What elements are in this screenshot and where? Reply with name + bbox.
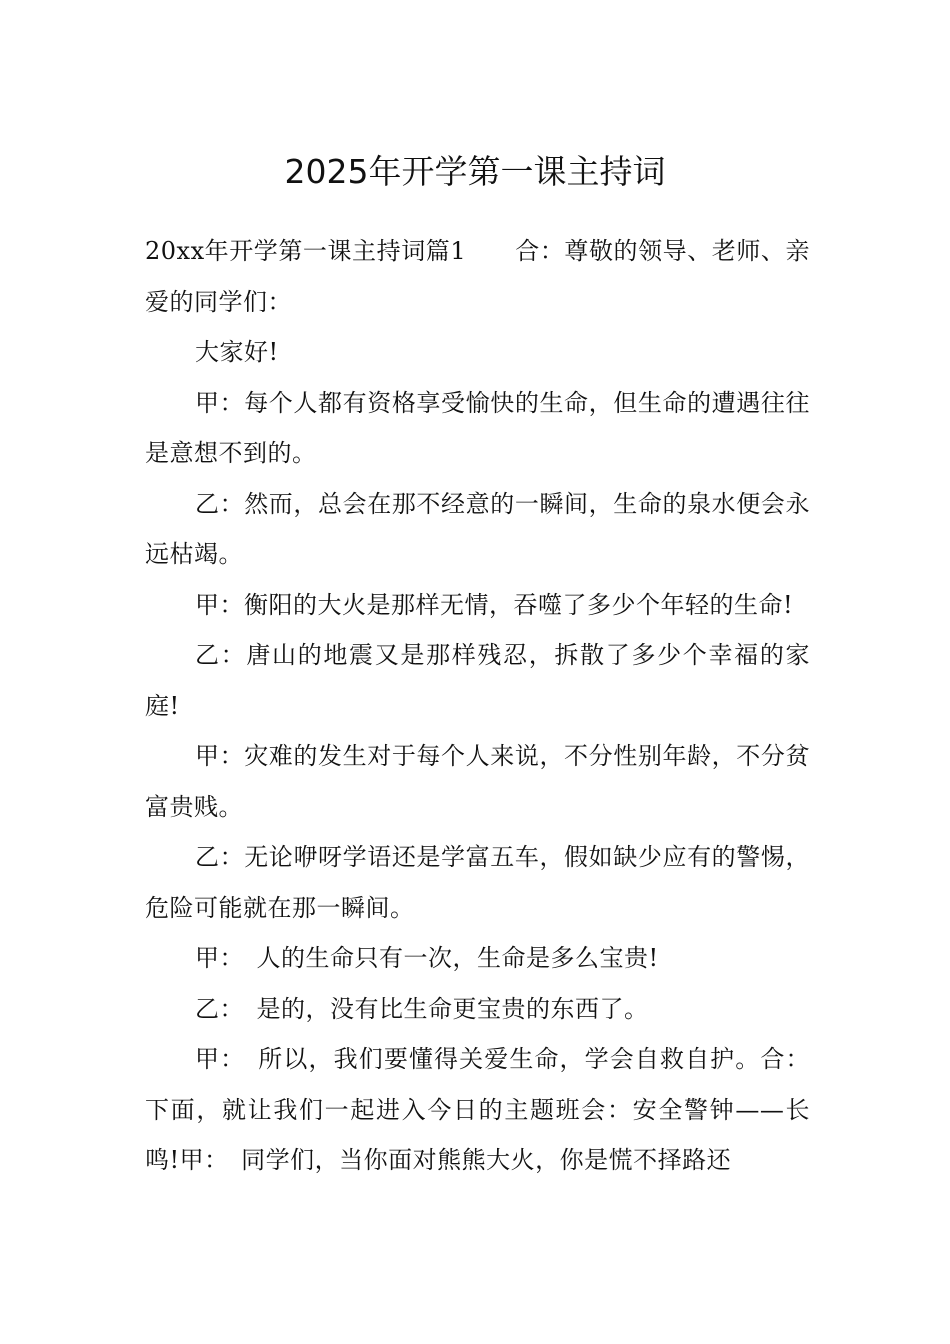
paragraph: 乙：然而，总会在那不经意的一瞬间，生命的泉水便会永远枯竭。 <box>145 489 810 568</box>
paragraph: 大家好! <box>195 338 279 366</box>
paragraph: 乙：唐山的地震又是那样残忍，拆散了多少个幸福的家庭! <box>145 641 810 720</box>
paragraph: 甲： 所以，我们要懂得关爱生命，学会自救自护。合：下面，就让我们一起进入今日的主题班会：安全警钟——长鸣!甲： 同学们，当你面对熊熊大火，你是慌不择路还 <box>145 1045 810 1174</box>
paragraph: 甲：每个人都有资格享受愉快的生命，但生命的遭遇往往是意想不到的。 <box>145 388 810 467</box>
paragraph: 乙：无论咿呀学语还是学富五车，假如缺少应有的警惕，危险可能就在那一瞬间。 <box>145 843 810 922</box>
paragraph-opening: 20xx年开学第一课主持词篇1 合：尊敬的领导、老师、亲爱的同学们： <box>145 237 810 316</box>
paragraph: 甲：衡阳的大火是那样无情，吞噬了多少个年轻的生命! <box>195 590 794 619</box>
paragraph: 甲：灾难的发生对于每个人来说，不分性别年龄，不分贫富贵贱。 <box>145 742 810 821</box>
paragraph: 乙： 是的，没有比生命更宝贵的东西了。 <box>195 994 649 1023</box>
document-title: 2025年开学第一课主持词 <box>284 152 666 192</box>
paragraph: 甲： 人的生命只有一次，生命是多么宝贵! <box>195 944 659 972</box>
document-body <box>145 226 810 1186</box>
